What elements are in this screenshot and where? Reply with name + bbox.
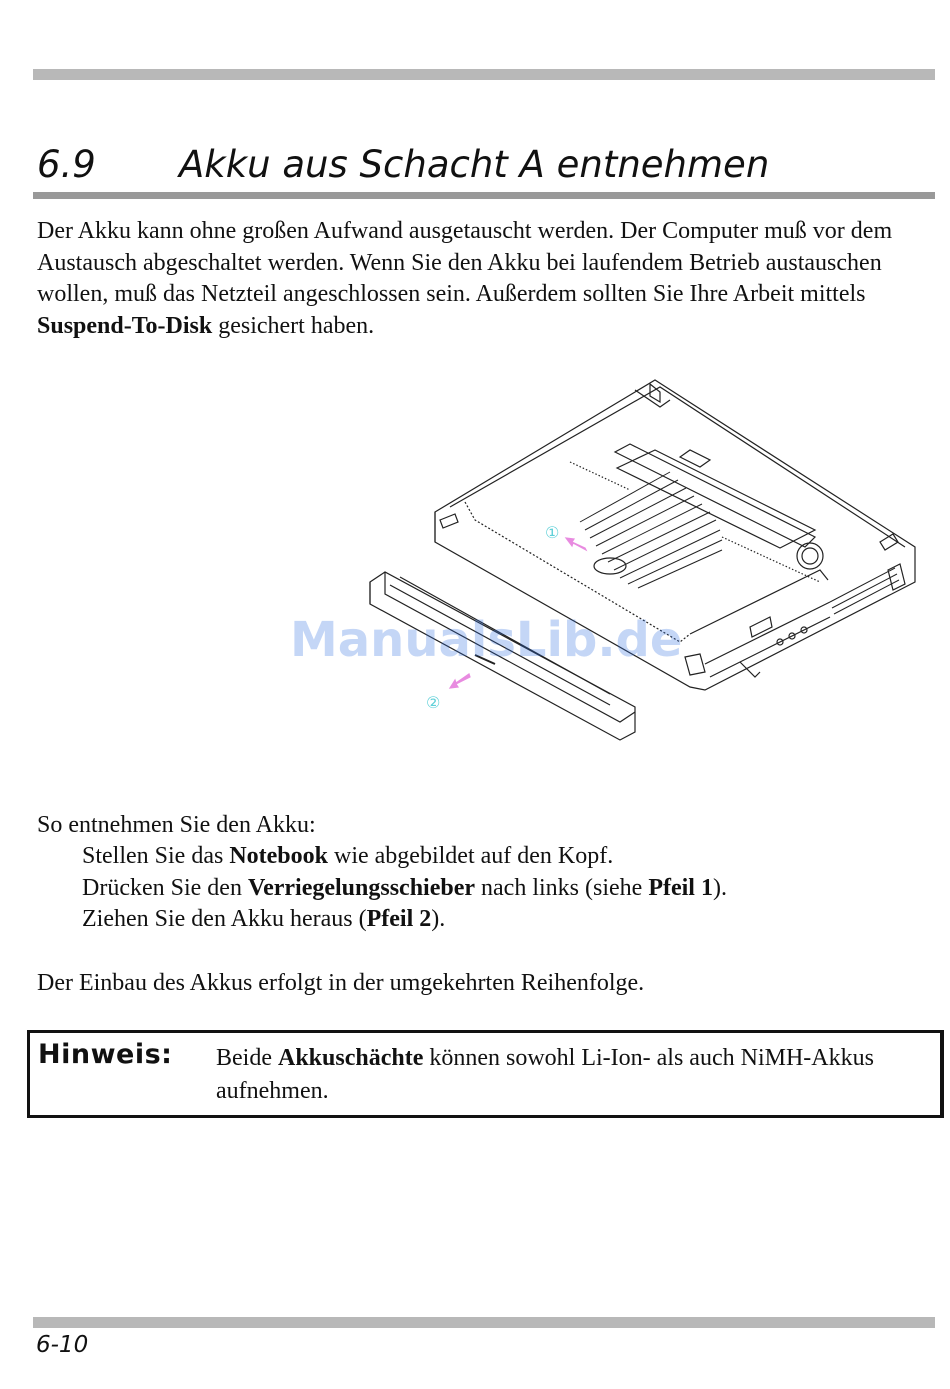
note-text-end: können sowohl Li-Ion- als auch NiMH-Akkus aufnehmen. xyxy=(216,1045,874,1104)
intro-bold-term: Suspend-To-Disk xyxy=(37,312,213,339)
step-2 xyxy=(82,873,727,905)
step-2-text-mid: nach links (siehe xyxy=(475,875,649,901)
step-2-text: Drücken Sie den xyxy=(82,875,248,901)
step-3-bold: Pfeil 2 xyxy=(366,906,432,932)
section-number: 6.9 xyxy=(37,143,96,186)
step-3 xyxy=(82,904,445,936)
outro-paragraph: Der Einbau des Akkus erfolgt in der umgekehrten Reihenfolge. xyxy=(37,970,645,996)
intro-paragraph xyxy=(37,216,932,342)
step-1-text: Stellen Sie das xyxy=(82,843,230,869)
watermark-text: ManualsLib.de xyxy=(290,612,683,668)
intro-text: Der Akku kann ohne großen Aufwand ausgetauscht werden. Der Computer muß vor dem Austausch abgeschaltet werden. Wenn Sie den Akku bei laufendem Betrieb austauschen wollen, muß das Netzteil angeschlossen sein. Außerdem sollten Sie Ihre Arbeit mittels xyxy=(37,218,893,307)
step-2-bold: Verriegelungsschieber xyxy=(247,875,476,901)
section-heading xyxy=(37,140,769,190)
vent-grille xyxy=(580,472,899,614)
note-bold-term: Akkuschächte xyxy=(277,1045,424,1071)
intro-text-end: gesichert haben. xyxy=(212,312,375,339)
step-2-text-end: ). xyxy=(712,875,727,901)
step-2-bold-2: Pfeil 1 xyxy=(648,875,713,901)
note-box xyxy=(27,1030,944,1118)
step-3-text-end: ). xyxy=(431,906,446,932)
note-text-start: Beide xyxy=(216,1045,278,1071)
notebook-battery-illustration xyxy=(360,372,945,747)
step-1 xyxy=(82,841,613,873)
callout-1: ① xyxy=(545,523,560,542)
step-1-text-end: wie abgebildet auf den Kopf. xyxy=(328,843,614,869)
footer-rule xyxy=(33,1317,935,1328)
arrow-1-icon xyxy=(566,538,586,550)
header-rule xyxy=(33,69,935,80)
section-title: Akku aus Schacht A entnehmen xyxy=(179,143,770,186)
note-text xyxy=(216,1042,916,1108)
step-3-text: Ziehen Sie den Akku heraus ( xyxy=(82,906,367,932)
title-underline-rule xyxy=(33,192,935,199)
steps-intro: So entnehmen Sie den Akku: xyxy=(37,812,316,838)
arrow-2-icon xyxy=(450,674,470,688)
step-1-bold: Notebook xyxy=(229,843,328,869)
note-label: Hinweis: xyxy=(38,1039,173,1070)
callout-2: ② xyxy=(426,693,441,712)
page-number: 6-10 xyxy=(36,1332,89,1358)
